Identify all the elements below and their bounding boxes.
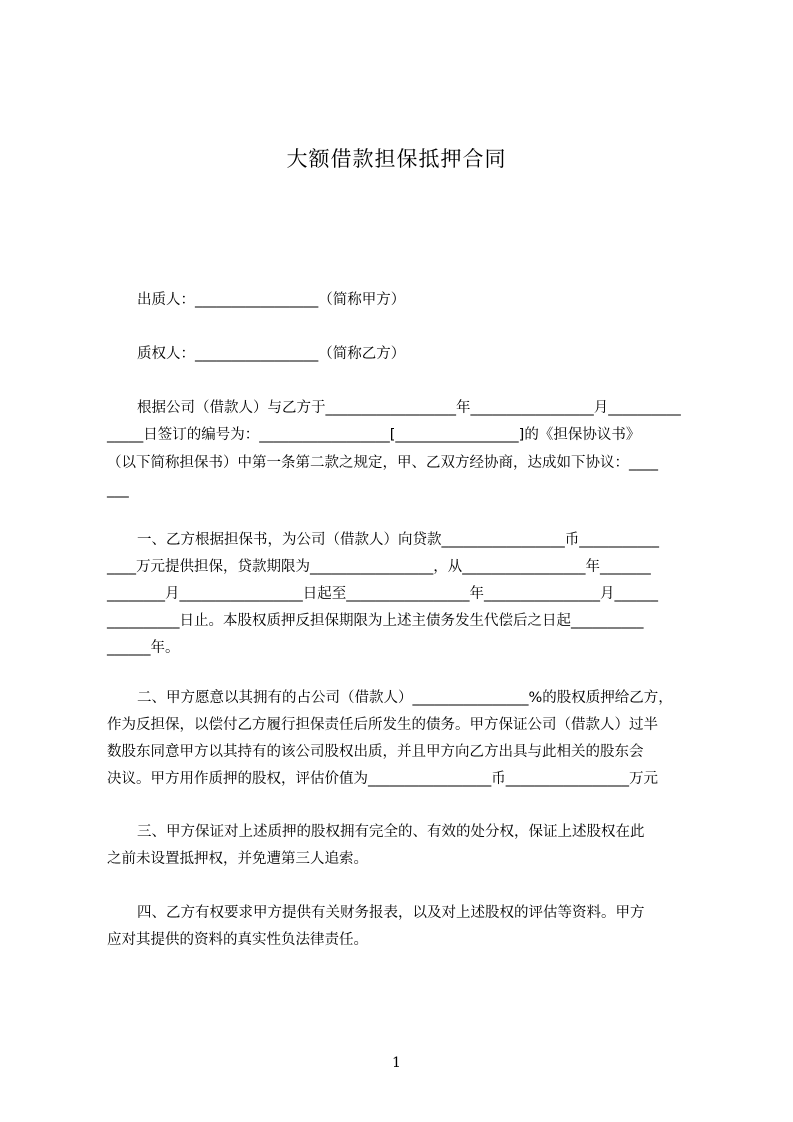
- clause-2-line-1: 二、甲方愿意以其拥有的占公司（借款人）________________%的股权质押给乙方，: [137, 690, 673, 706]
- clause-1-line-3: ________月_________________日起至_________________年________________月______: [107, 586, 658, 602]
- clause-2-line-2: 作为反担保，以偿付乙方履行担保责任后所发生的债务。甲方保证公司（借款人）过半: [107, 717, 658, 733]
- preamble-line-1: 根据公司（借款人）与乙方于__________________年_________________月__________: [137, 400, 681, 416]
- clause-3-line-2: 之前未设置抵押权，并免遭第三人追索。: [107, 851, 368, 867]
- document-title: 大额借款担保抵押合同: [286, 147, 507, 171]
- preamble-line-2: _____日签订的编号为：__________________[_________________]的《担保协议书》: [107, 427, 641, 443]
- clause-1-line-5: ______年。: [107, 640, 180, 656]
- preamble-line-4: ___: [107, 482, 129, 498]
- clause-4-line-1: 四、乙方有权要求甲方提供有关财务报表，以及对上述股权的评估等资料。甲方: [137, 905, 645, 921]
- clause-1-line-2: ____万元提供担保，贷款期限为_________________，从_________________年_______: [107, 559, 651, 575]
- page-number: 1: [392, 1055, 401, 1071]
- clause-4-line-2: 应对其提供的资料的真实性负法律责任。: [107, 932, 368, 948]
- clause-2-line-4: 决议。甲方用作质押的股权，评估价值为_________________币_________________万元: [107, 771, 658, 787]
- clause-1-line-1: 一、乙方根据担保书，为公司（借款人）向贷款_________________币___________: [137, 532, 659, 548]
- pledgee-line: 质权人：_________________（简称乙方）: [137, 346, 406, 362]
- clause-3-line-1: 三、甲方保证对上述质押的股权拥有完全的、有效的处分权，保证上述股权在此: [137, 824, 645, 840]
- pledgor-line: 出质人：_________________（简称甲方）: [137, 292, 406, 308]
- clause-2-line-3: 数股东同意甲方以其持有的该公司股权出质，并且甲方向乙方出具与此相关的股东会: [107, 744, 644, 760]
- preamble-line-3: （以下简称担保书）中第一条第二款之规定，甲、乙双方经协商，达成如下协议：____: [107, 455, 658, 471]
- clause-1-line-4: __________日止。本股权质押反担保期限为上述主债务发生代偿后之日起__________: [107, 613, 644, 629]
